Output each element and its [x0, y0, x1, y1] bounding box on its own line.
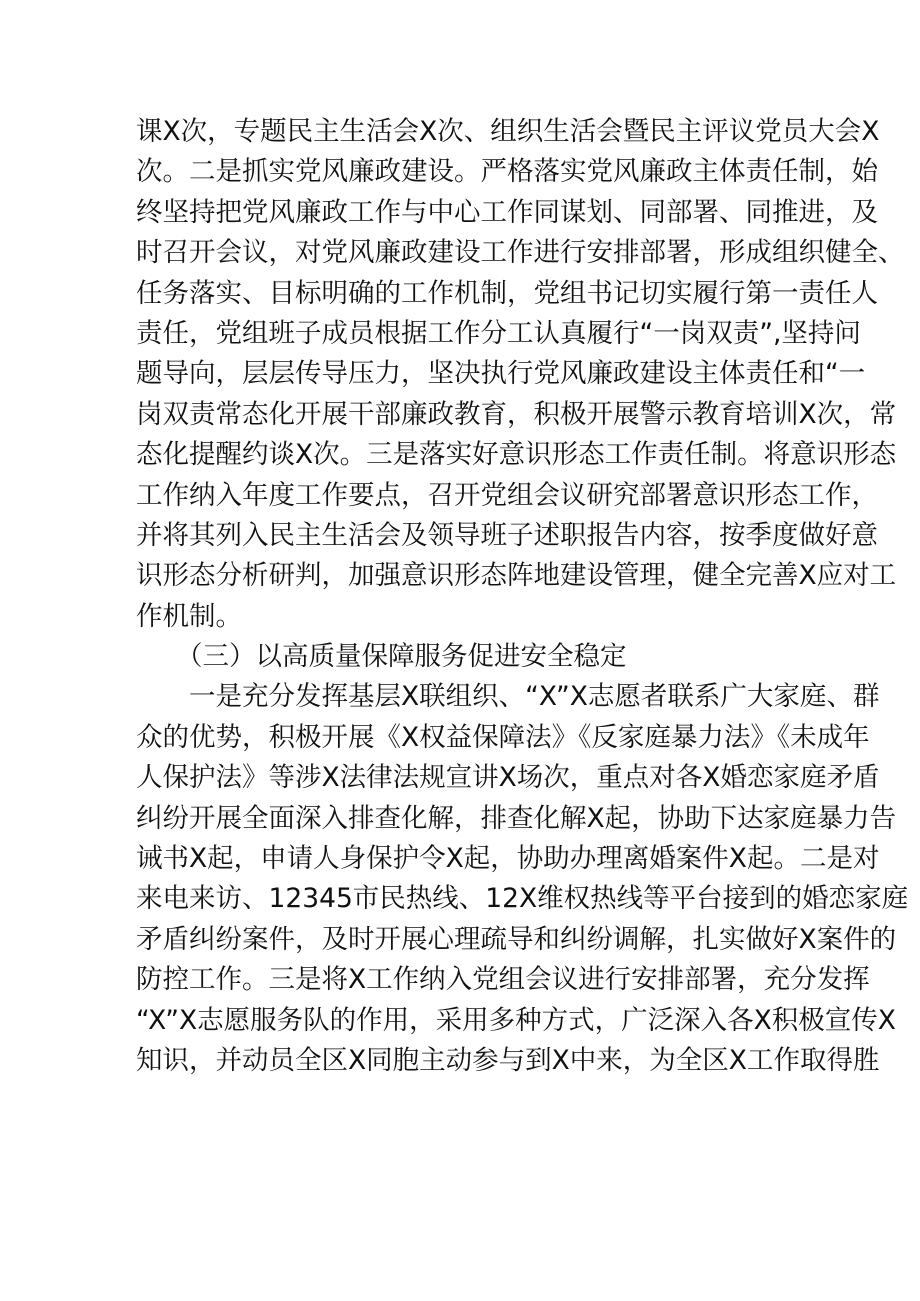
document-body	[136, 112, 909, 1081]
body-line: 作机制。	[136, 600, 242, 632]
body-line: 责任，党组班子成员根据工作分工认真履行“一岗双责”,坚持问	[136, 317, 861, 349]
body-line: 来电来访、12345市民热线、12X维权热线等平台接到的婚恋家庭	[136, 883, 909, 915]
section-heading: （三）以高质量保障服务促进安全稳定	[176, 641, 627, 673]
body-line: 终坚持把党风廉政工作与中心工作同谋划、同部署、同推进，及	[136, 196, 878, 228]
body-line: 次。二是抓实党风廉政建设。严格落实党风廉政主体责任制，始	[136, 156, 878, 188]
body-line: 工作纳入年度工作要点，召开党组会议研究部署意识形态工作，	[136, 479, 878, 511]
body-line: 一是充分发挥基层X联组织、“X”X志愿者联系广大家庭、群	[189, 681, 880, 713]
body-line: 知识，并动员全区X同胞主动参与到X中来，为全区X工作取得胜	[136, 1044, 880, 1076]
body-line: 矛盾纠纷案件，及时开展心理疏导和纠纷调解，扎实做好X案件的	[136, 923, 897, 955]
body-line: 众的优势，积极开展《X权益保障法》《反家庭暴力法》《未成年	[136, 721, 870, 753]
body-line: 识形态分析研判，加强意识形态阵地建设管理，健全完善X应对工	[136, 560, 897, 592]
body-line: 诫书X起，申请人身保护令X起，协助办理离婚案件X起。二是对	[136, 843, 880, 875]
body-line: 防控工作。三是将X工作纳入党组会议进行安排部署，充分发挥	[136, 964, 870, 996]
body-line: 纠纷开展全面深入排查化解，排查化解X起，协助下达家庭暴力告	[136, 802, 897, 834]
body-line: 题导向，层层传导压力，坚决执行党风廉政建设主体责任和“一	[136, 358, 866, 390]
body-line: 并将其列入民主生活会及领导班子述职报告内容，按季度做好意	[136, 519, 878, 551]
body-line: “X”X志愿服务队的作用，采用多种方式，广泛深入各X积极宣传X	[136, 1004, 896, 1036]
body-line: 任务落实、目标明确的工作机制，党组书记切实履行第一责任人	[136, 277, 878, 309]
body-line: 岗双责常态化开展干部廉政教育，积极开展警示教育培训X次，常	[136, 398, 897, 430]
body-line: 课X次，专题民主生活会X次、组织生活会暨民主评议党员大会X	[136, 116, 880, 147]
body-line: 人保护法》等涉X法律法规宣讲X场次，重点对各X婚恋家庭矛盾	[136, 762, 880, 794]
body-line: 时召开会议，对党风廉政建设工作进行安排部署，形成组织健全、	[136, 237, 905, 269]
body-line: 态化提醒约谈X次。三是落实好意识形态工作责任制。将意识形态	[136, 439, 897, 471]
